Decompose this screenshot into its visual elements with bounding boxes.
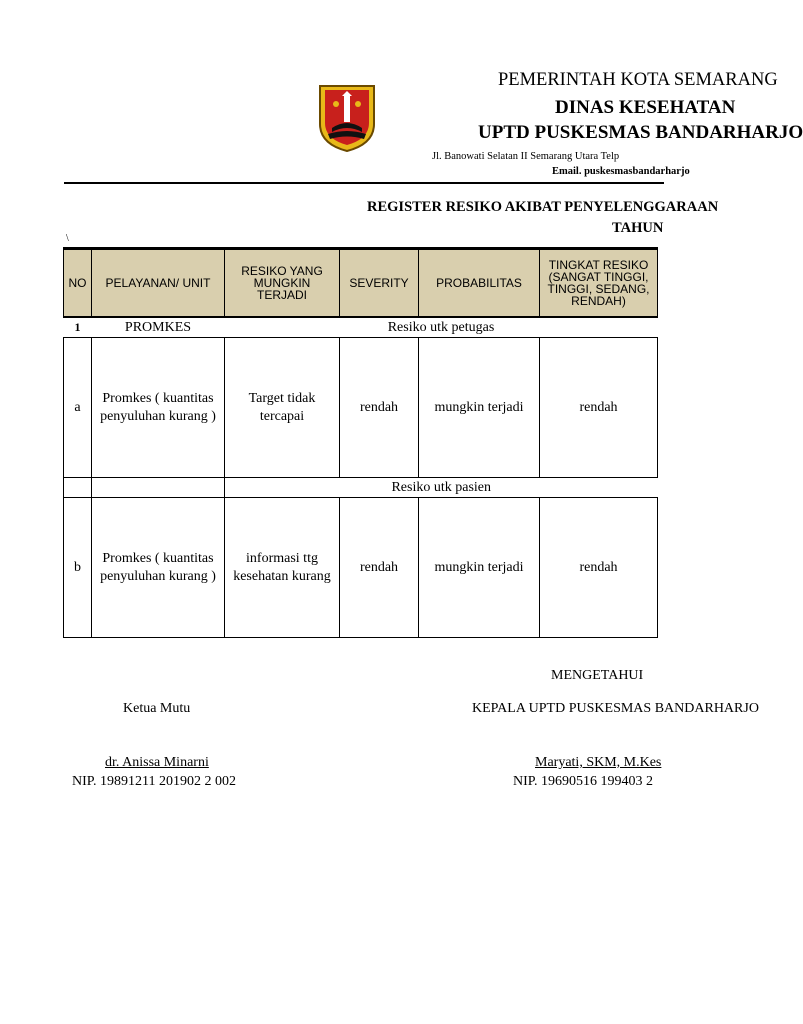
table-row [64, 338, 658, 478]
row-no: b [64, 498, 92, 638]
row-level: rendah [540, 338, 658, 478]
col-header-no: NO [64, 249, 92, 318]
risk-register-table [63, 247, 658, 638]
document-year-label: TAHUN [612, 220, 664, 236]
letterhead-divider [64, 182, 664, 184]
col-header-severity: SEVERITY [340, 249, 419, 318]
row-unit: Promkes ( kuantitas penyuluhan kurang ) [92, 498, 225, 638]
subgroup-row [64, 478, 658, 498]
left-signatory-name: dr. Anissa Minarni [105, 755, 209, 770]
group-label-staff: Resiko utk petugas [387, 319, 495, 335]
group-unit: PROMKES [124, 319, 192, 335]
left-signatory-nip: NIP. 19891211 201902 2 002 [72, 774, 236, 789]
header-government: PEMERINTAH KOTA SEMARANG [498, 70, 778, 90]
group-number: 1 [74, 320, 81, 334]
row-probability: mungkin terjadi [419, 498, 540, 638]
header-email: Email. puskesmasbandarharjo [552, 166, 690, 177]
row-severity: rendah [340, 498, 419, 638]
table-header-row [64, 249, 658, 318]
header-address: Jl. Banowati Selatan II Semarang Utara Telp [432, 151, 620, 162]
col-header-risk: RESIKO YANG MUNGKIN TERJADI [225, 249, 340, 318]
col-header-unit: PELAYANAN/ UNIT [92, 249, 225, 318]
col-header-level: TINGKAT RESIKO (SANGAT TINGGI, TINGGI, SEDANG, RENDAH) [540, 249, 658, 318]
col-header-probability: PROBABILITAS [419, 249, 540, 318]
right-signatory-nip: NIP. 19690516 199403 2 [513, 774, 654, 789]
right-signatory-role: KEPALA UPTD PUSKESMAS BANDARHARJO [472, 701, 759, 716]
row-unit: Promkes ( kuantitas penyuluhan kurang ) [92, 338, 225, 478]
row-level: rendah [540, 498, 658, 638]
row-no: a [64, 338, 92, 478]
group-row [64, 317, 658, 338]
row-risk: informasi ttg kesehatan kurang [225, 498, 340, 638]
header-department: DINAS KESEHATAN [555, 97, 736, 118]
header-institution: UPTD PUSKESMAS BANDARHARJO [478, 122, 803, 143]
group-label-patient: Resiko utk pasien [391, 479, 492, 495]
right-signatory-name: Maryati, SKM, M.Kes [535, 755, 662, 770]
left-signatory-role: Ketua Mutu [123, 701, 191, 716]
city-emblem-logo [318, 84, 376, 152]
document-title: REGISTER RESIKO AKIBAT PENYELENGGARAAN [367, 199, 719, 215]
table-row [64, 498, 658, 638]
row-severity: rendah [340, 338, 419, 478]
acknowledge-label: MENGETAHUI [551, 668, 644, 683]
row-probability: mungkin terjadi [419, 338, 540, 478]
row-risk: Target tidak tercapai [225, 338, 340, 478]
stray-mark: \ [66, 233, 69, 244]
